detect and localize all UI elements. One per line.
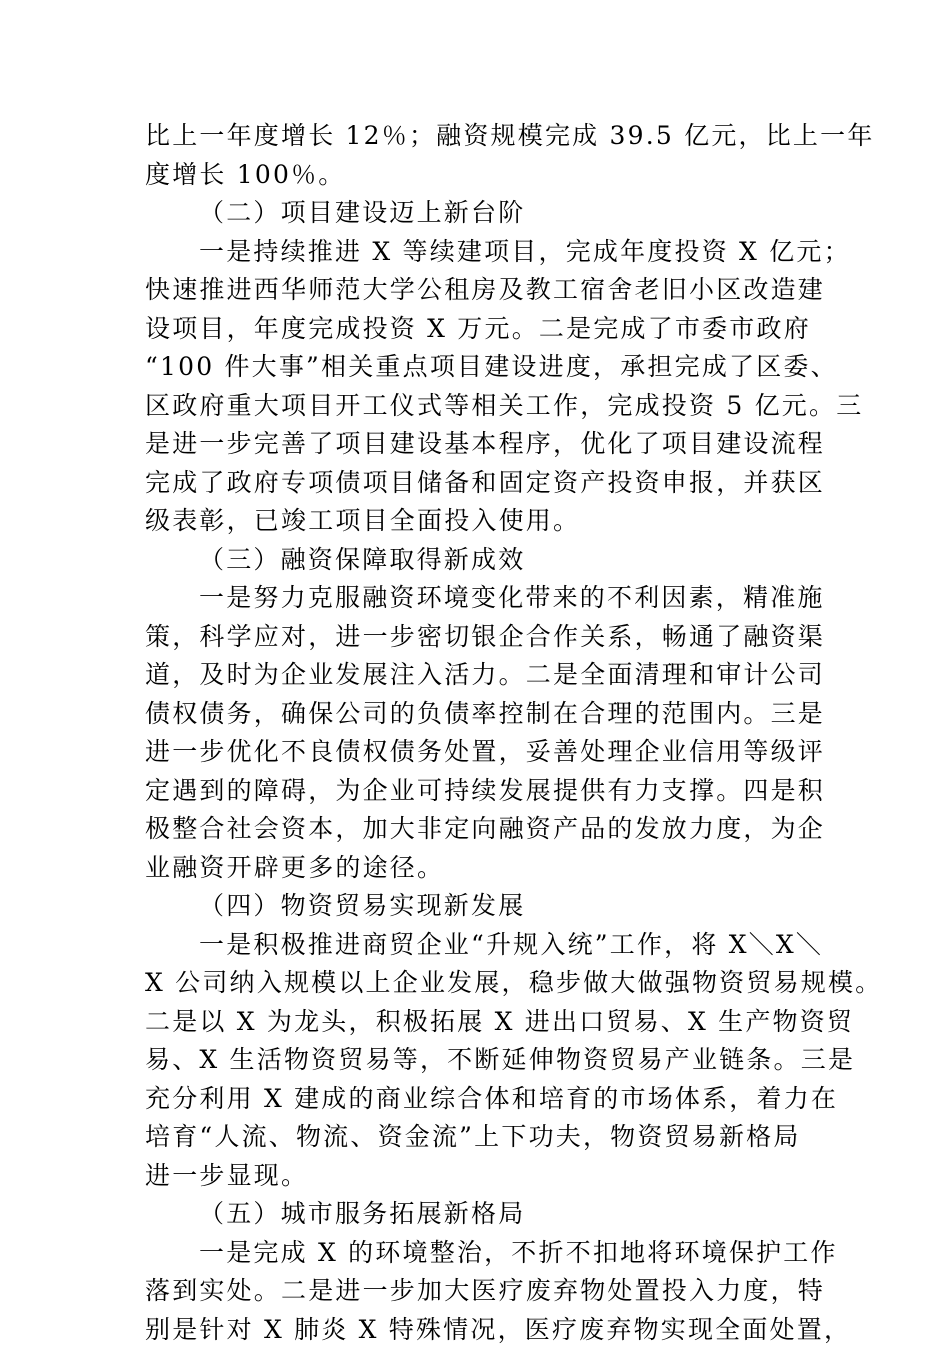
paragraph — [145, 117, 810, 194]
text-line: 一是持续推进 X 等续建项目，完成年度投资 X 亿元； — [145, 233, 810, 272]
text-line: 一是积极推进商贸企业“升规入统”工作，将 X＼X＼ — [145, 926, 810, 965]
text-line: 培育“人流、物流、资金流”上下功夫，物资贸易新格局 — [145, 1118, 810, 1157]
text-line: 定遇到的障碍，为企业可持续发展提供有力支撑。四是积 — [145, 772, 810, 811]
section-heading — [145, 887, 810, 926]
text-line: 落到实处。二是进一步加大医疗废弃物处置投入力度，特 — [145, 1272, 810, 1311]
text-line: 易、X 生活物资贸易等，不断延伸物资贸易产业链条。三是 — [145, 1041, 810, 1080]
document-body — [145, 117, 810, 1349]
text-line: 别是针对 X 肺炎 X 特殊情况，医疗废弃物实现全面处置， — [145, 1311, 810, 1349]
text-line: 一是努力克服融资环境变化带来的不利因素，精准施 — [145, 579, 810, 618]
text-line: 快速推进西华师范大学公租房及教工宿舍老旧小区改造建 — [145, 271, 810, 310]
text-line: 充分利用 X 建成的商业综合体和培育的市场体系，着力在 — [145, 1080, 810, 1119]
paragraph — [145, 579, 810, 887]
text-line: 设项目，年度完成投资 X 万元。二是完成了市委市政府 — [145, 310, 810, 349]
text-line: 策，科学应对，进一步密切银企合作关系，畅通了融资渠 — [145, 618, 810, 657]
section-heading — [145, 541, 810, 580]
text-line: 一是完成 X 的环境整治，不折不扣地将环境保护工作 — [145, 1234, 810, 1273]
text-line: （二）项目建设迈上新台阶 — [199, 194, 810, 233]
paragraph — [145, 926, 810, 1196]
text-line: 极整合社会资本，加大非定向融资产品的发放力度，为企 — [145, 810, 810, 849]
text-line: “100 件大事”相关重点项目建设进度，承担完成了区委、 — [145, 348, 810, 387]
text-line: 度增长 100％。 — [145, 156, 810, 195]
text-line: 进一步显现。 — [145, 1157, 810, 1196]
text-line: 比上一年度增长 12％；融资规模完成 39.5 亿元，比上一年 — [145, 117, 810, 156]
text-line: （五）城市服务拓展新格局 — [199, 1195, 810, 1234]
text-line: 业融资开辟更多的途径。 — [145, 849, 810, 888]
text-line: X 公司纳入规模以上企业发展，稳步做大做强物资贸易规模。 — [145, 964, 810, 1003]
text-line: 进一步优化不良债权债务处置，妥善处理企业信用等级评 — [145, 733, 810, 772]
text-line: 级表彰，已竣工项目全面投入使用。 — [145, 502, 810, 541]
text-line: 二是以 X 为龙头，积极拓展 X 进出口贸易、X 生产物资贸 — [145, 1003, 810, 1042]
text-line: 道，及时为企业发展注入活力。二是全面清理和审计公司 — [145, 656, 810, 695]
text-line: 是进一步完善了项目建设基本程序，优化了项目建设流程 — [145, 425, 810, 464]
text-line: （三）融资保障取得新成效 — [199, 541, 810, 580]
text-line: 债权债务，确保公司的负债率控制在合理的范围内。三是 — [145, 695, 810, 734]
section-heading — [145, 194, 810, 233]
paragraph — [145, 233, 810, 541]
paragraph — [145, 1234, 810, 1349]
text-line: （四）物资贸易实现新发展 — [199, 887, 810, 926]
section-heading — [145, 1195, 810, 1234]
text-line: 区政府重大项目开工仪式等相关工作，完成投资 5 亿元。三 — [145, 387, 810, 426]
text-line: 完成了政府专项债项目储备和固定资产投资申报，并获区 — [145, 464, 810, 503]
